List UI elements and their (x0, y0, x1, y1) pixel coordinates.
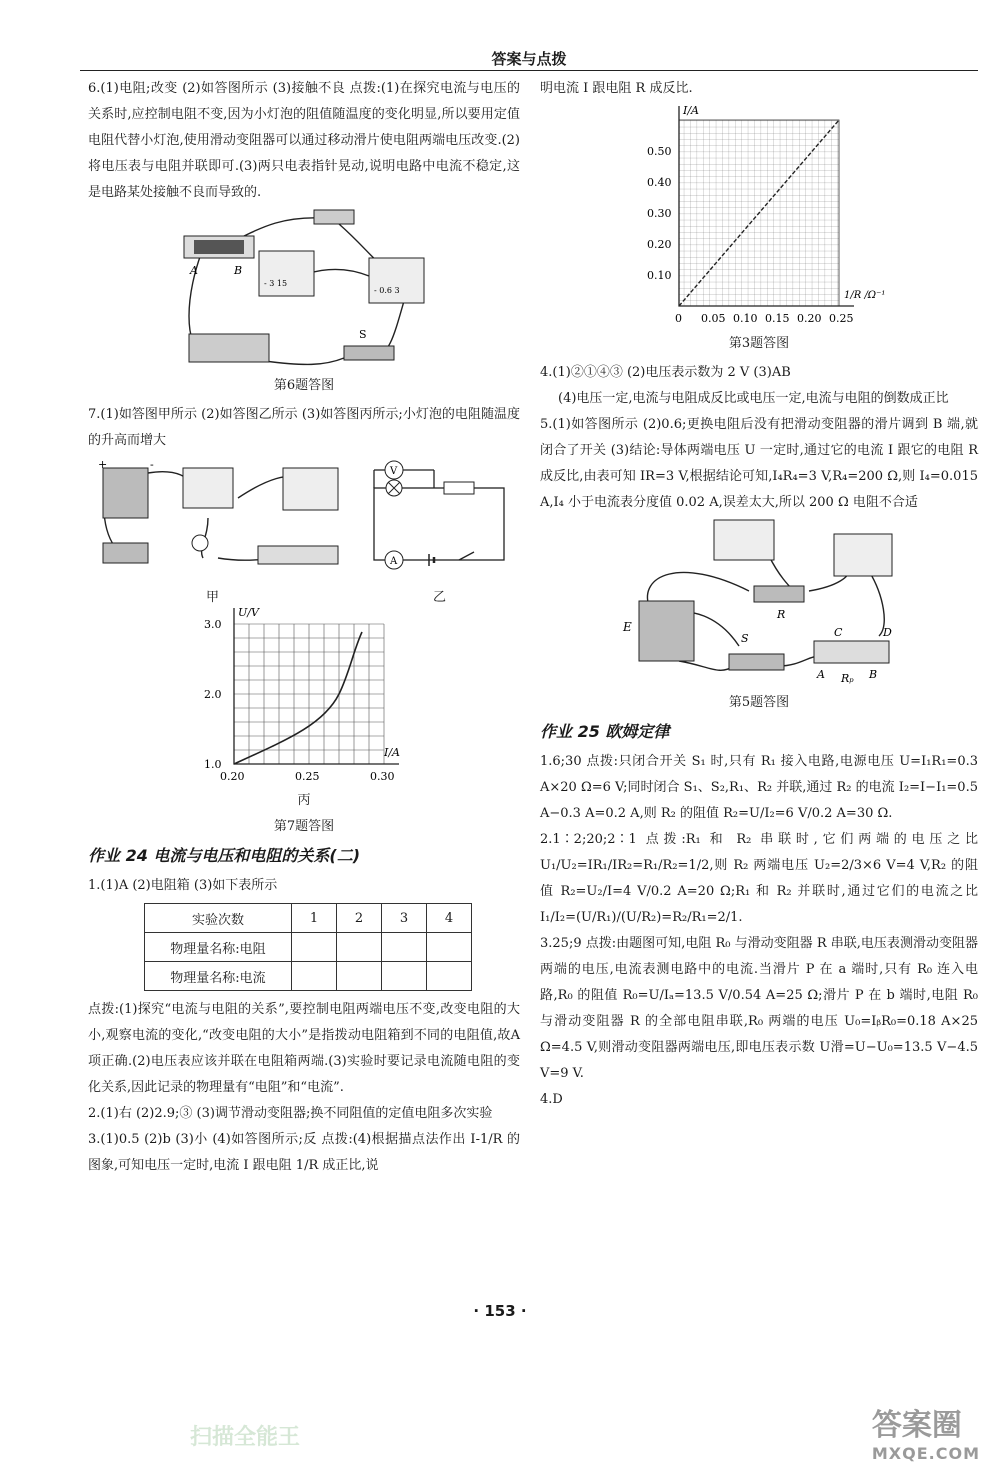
svg-text:Rₚ: Rₚ (841, 672, 854, 685)
voltmeter (714, 520, 774, 560)
answer-25-2: 2.1∶2;20;2∶1 点拨:R₁ 和 R₂ 串联时,它们两端的电压之比 U₁/U₂=IR₁/IR₂=R₁/R₂=1/2,则 R₂ 两端电压 U₂=2/3×6 V=4 V,R₂ 的阻值 R₂=U₂/I=4 V/0.2 A=20 Ω;R₁ 和 R₂ 并联时,通过它们的电流之比 I₁/I₂=(U/R₁)/(U/R₂)=R₂/R₁=2/1. (540, 832, 978, 925)
svg-text:A: A (190, 264, 198, 277)
figure-7-caption: 第7题答图 (273, 819, 335, 834)
x-axis-label: I/A (384, 746, 400, 759)
answer-24-3: 3.(1)0.5 (2)b (3)小 (4)如答图所示;反 点拨:(4)根据描点法作出 I-1/R 的图象,可知电压一定时,电流 I 跟电阻 1/R 成正比,说 (88, 1132, 520, 1173)
y-tick: 3.0 (204, 618, 222, 631)
answer-24-4b: (4)电压一定,电流与电阻成反比或电压一定,电流与电阻的倒数成正比 (558, 391, 949, 406)
battery (189, 334, 269, 362)
section-24-title: 作业 24 电流与电压和电阻的关系(二) (88, 846, 361, 865)
answer-25-1: 1.6;30 点拨:只闭合开关 S₁ 时,只有 R₁ 接入电路,电源电压 U=I₁R₁=0.3 A×20 Ω=6 V;同时闭合 S₁、S₂,R₁、R₂ 并联,通过 R₂ 的电流 I₂=I−I₁=0.5 A−0.3 A=0.2 A,则 R₂ 的阻值 R₂=U/I₂=6 V/0.2 A=30 Ω. (540, 754, 978, 821)
svg-text:C: C (834, 626, 843, 639)
y-axis-label: I/A (683, 104, 699, 117)
table-row (145, 933, 472, 962)
y-tick: 0.20 (647, 238, 672, 251)
answer-24-3-cont: 明电流 I 跟电阻 R 成反比. (540, 81, 693, 96)
switch (344, 328, 394, 360)
answer-24-2: 2.(1)右 (2)2.9;③ (3)调节滑动变阻器;换不同阻值的定值电阻多次实验 (88, 1106, 493, 1121)
watermark-logo: 答案圈 MXQE.COM (871, 1408, 980, 1463)
answer-25-4: 4.D (540, 1092, 563, 1107)
x-tick: 0 (675, 312, 682, 325)
x-tick: 0.10 (733, 312, 758, 325)
page-number: · 153 · (473, 1302, 527, 1320)
svg-text:S: S (359, 328, 367, 341)
svg-text:-: - (150, 458, 154, 471)
figure-3-graph (639, 102, 886, 332)
table-row (145, 962, 472, 991)
right-column (540, 76, 978, 1113)
svg-text:+: + (98, 458, 108, 471)
svg-text:D: D (883, 626, 892, 639)
voltmeter (283, 468, 338, 510)
svg-text:- 3 15: - 3 15 (264, 279, 288, 288)
x-tick: 0.25 (829, 312, 854, 325)
table-header-cell: 3 (382, 904, 427, 933)
caption-bing: 丙 (297, 793, 311, 808)
page-header (80, 46, 978, 71)
y-tick: 0.40 (647, 176, 672, 189)
svg-text:B: B (234, 264, 243, 277)
y-tick: 1.0 (204, 758, 222, 771)
svg-text:E: E (623, 620, 632, 634)
answer-25-3: 3.25;9 点拨:由题图可知,电阻 R₀ 与滑动变阻器 R 串联,电压表测滑动变阻器两端的电压,电流表测电路中的电流.当滑片 P 在 a 端时,只有 R₀ 连入电路,R₀ 的阻值 R₀=U/Iₐ=13.5 V/0.54 A=25 Ω;滑片 P 在 b 端时,电阻 R₀ 与滑动变阻器 R 的全部电阻串联,R₀ 两端的电压 U₀=IᵦR₀=0.18 A×25 Ω=4.5 V,则滑动变阻器两端电压,即电压表示数 U滑=U−U₀=13.5 V−4.5 V=9 V. (540, 936, 978, 1081)
x-tick: 0.25 (295, 770, 320, 783)
watermark-faint: 扫描全能王 (190, 1425, 301, 1450)
rheostat-symbol (444, 482, 474, 494)
table-header-cell: 4 (427, 904, 472, 933)
figure-7-jia (88, 458, 358, 578)
figure-7-bing-graph (194, 604, 414, 789)
table-header-cell: 2 (337, 904, 382, 933)
table-row-label: 物理量名称:电流 (145, 962, 292, 991)
table-header-row (145, 904, 472, 933)
data-table (144, 903, 472, 991)
caption-yi: 乙 (433, 590, 447, 605)
y-axis-label: U/V (238, 606, 259, 619)
grid (234, 624, 384, 764)
voltmeter (369, 258, 424, 303)
answer-6: 6.(1)电阻;改变 (2)如答图所示 (3)接触不良 点拨:(1)在探究电流与电压的关系时,应控制电阻不变,因为小灯泡的阻值随温度的变化明显,所以要用定值电阻代替小灯泡,使用滑动变阻器可以通过移动滑片使电阻两端电压改变.(2)将电压表与电阻并联即可.(3)两只电表指针晃动,说明电路中电流不稳定,这是电路某处接触不良而导致的. (88, 81, 520, 200)
svg-text:V: V (390, 466, 398, 477)
svg-text:B: B (869, 668, 878, 681)
svg-text:A: A (390, 556, 398, 567)
rheostat (184, 236, 254, 277)
x-tick: 0.05 (701, 312, 726, 325)
section-25-title: 作业 25 欧姆定律 (540, 722, 670, 741)
figure-5-circuit (619, 516, 899, 691)
figure-5-caption: 第5题答图 (728, 695, 790, 710)
battery (622, 601, 694, 661)
switch (103, 543, 148, 563)
table-row-label: 物理量名称:电阻 (145, 933, 292, 962)
y-tick: 2.0 (204, 688, 222, 701)
svg-text:A: A (817, 668, 825, 681)
y-tick: 0.50 (647, 145, 672, 158)
x-axis-label: 1/R /Ω⁻¹ (844, 290, 886, 301)
x-tick: 0.30 (370, 770, 395, 783)
left-column (88, 76, 520, 1179)
y-tick: 0.30 (647, 207, 672, 220)
answer-24-5: 5.(1)如答图所示 (2)0.6;更换电阻后没有把滑动变阻器的滑片调到 B 端,就闭合了开关 (3)结论:导体两端电压 U 一定时,通过它的电流 I 跟它的电阻 R 成反比,由表可知 IR=3 V,根据结论可知,I₄R₄=3 V,R₄=200 Ω,则 I₄=0.015 A,I₄ 小于电流表分度值 0.02 A,误差太大,所以 200 Ω 电阻不合适 (540, 417, 978, 510)
svg-text:S: S (741, 632, 749, 645)
answer-24-4: 4.(1)②①④③ (2)电压表示数为 2 V (3)AB (540, 365, 791, 380)
figure-3-caption: 第3题答图 (728, 336, 790, 351)
switch-symbol (459, 552, 474, 560)
switch (729, 632, 784, 670)
axes (234, 608, 399, 764)
resistor (314, 210, 354, 224)
ammeter (834, 534, 892, 576)
figure-7-row (88, 454, 520, 604)
resistor (754, 586, 804, 621)
svg-text:- 0.6 3: - 0.6 3 (374, 286, 400, 295)
battery (103, 468, 148, 518)
answer-24-1-note: 点拨:(1)探究“电流与电阻的关系”,要控制电阻两端电压不变,改变电阻的大小,观察电流的变化,“改变电阻的大小”是指拨动电阻箱到不同的电阻值,故A项正确.(2)电压表应该并联在电阻箱两端.(3)实验时要记录电流随电阻的变化关系,因此记录的物理量有“电阻”和“电流”. (88, 1002, 520, 1095)
x-tick: 0.20 (220, 770, 245, 783)
answer-24-1: 1.(1)A (2)电阻箱 (3)如下表所示 (88, 878, 278, 893)
ammeter (183, 468, 233, 508)
rheostat (258, 546, 338, 564)
lamp (192, 535, 208, 551)
table-header-cell: 实验次数 (145, 904, 292, 933)
x-tick: 0.15 (765, 312, 790, 325)
figure-7-yi (364, 458, 514, 578)
svg-text:R: R (777, 608, 786, 621)
answer-7: 7.(1)如答图甲所示 (2)如答图乙所示 (3)如答图丙所示;小灯泡的电阻随温度的升高而增大 (88, 407, 520, 448)
header-title: 答案与点拨 (491, 50, 567, 68)
caption-jia: 甲 (206, 590, 220, 605)
ammeter (259, 251, 314, 296)
figure-6-caption: 第6题答图 (273, 378, 335, 393)
y-tick: 0.10 (647, 269, 672, 282)
table-header-cell: 1 (292, 904, 337, 933)
x-tick: 0.20 (797, 312, 822, 325)
figure-6-circuit (164, 206, 444, 374)
